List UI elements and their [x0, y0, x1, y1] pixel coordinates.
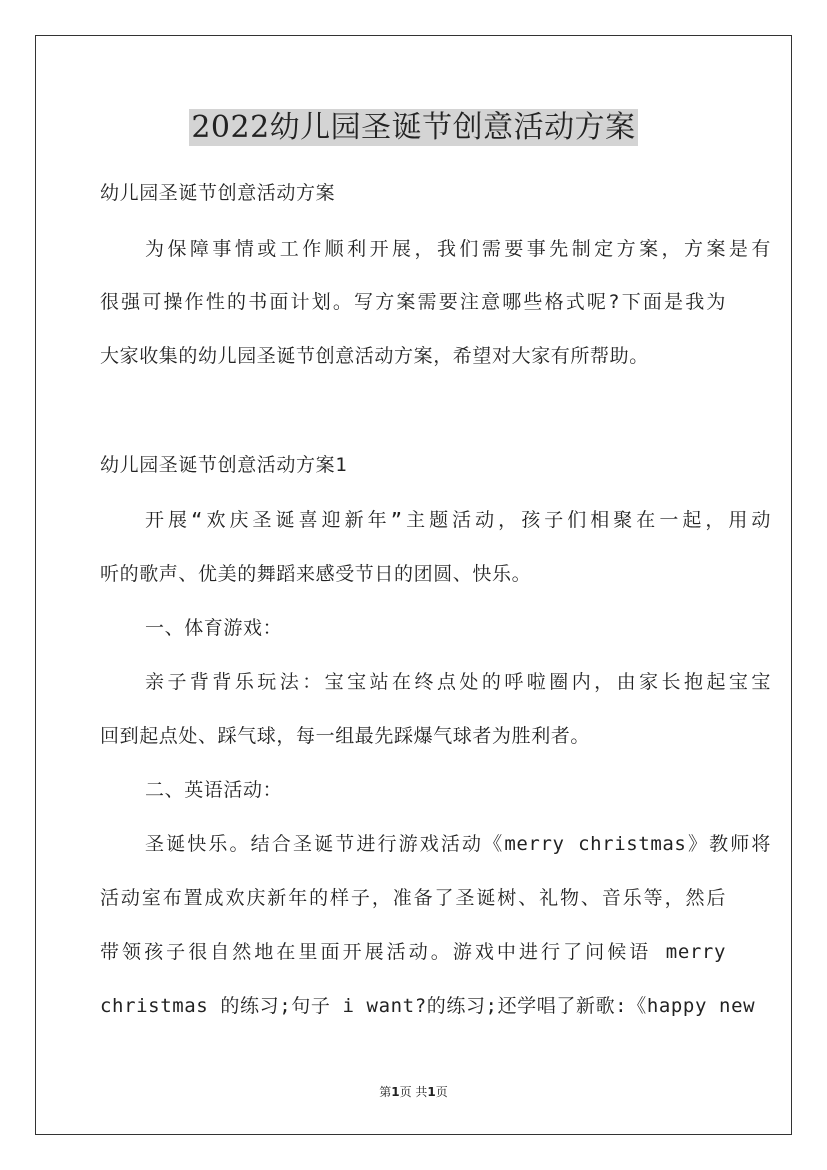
section-heading-1: 幼儿园圣诞节创意活动方案1 — [100, 454, 348, 476]
subtitle-line: 幼儿园圣诞节创意活动方案 — [100, 182, 336, 204]
page-footer — [0, 1083, 827, 1100]
intro-line-1: 为保障事情或工作顺利开展，我们需要事先制定方案，方案是有 — [145, 238, 771, 260]
para2-line-2: 回到起点处、踩气球，每一组最先踩爆气球者为胜利者。 — [100, 725, 591, 747]
document-body — [100, 0, 771, 1170]
footer-prefix: 第 — [379, 1085, 392, 1099]
item-heading-sports: 一、体育游戏： — [145, 617, 283, 639]
para1-line-1: 开展“欢庆圣诞喜迎新年”主题活动，孩子们相聚在一起，用动 — [145, 509, 771, 531]
intro-line-2: 很强可操作性的书面计划。写方案需要注意哪些格式呢?下面是我为 — [100, 291, 726, 313]
para2-line-1: 亲子背背乐玩法：宝宝站在终点处的呼啦圈内，由家长抱起宝宝 — [145, 671, 771, 693]
footer-mid: 页 共 — [399, 1085, 428, 1099]
footer-page-total: 1 — [427, 1085, 436, 1099]
footer-page-number: 1 — [391, 1085, 400, 1099]
para3-line-2: 活动室布置成欢庆新年的样子，准备了圣诞树、礼物、音乐等，然后 — [100, 887, 726, 909]
para3-line-1: 圣诞快乐。结合圣诞节进行游戏活动《merry christmas》教师将 — [145, 833, 771, 855]
document-title: 2022幼儿园圣诞节创意活动方案 — [191, 110, 636, 145]
footer-suffix: 页 — [435, 1085, 448, 1099]
para1-line-2: 听的歌声、优美的舞蹈来感受节日的团圆、快乐。 — [100, 563, 532, 585]
intro-line-3: 大家收集的幼儿园圣诞节创意活动方案，希望对大家有所帮助。 — [100, 345, 649, 367]
para3-line-3: 带领孩子很自然地在里面开展活动。游戏中进行了问候语 merry — [100, 941, 726, 963]
item-heading-english: 二、英语活动： — [145, 779, 283, 801]
para3-line-4: christmas 的练习;句子 i want?的练习;还学唱了新歌:《happy new — [100, 995, 756, 1017]
